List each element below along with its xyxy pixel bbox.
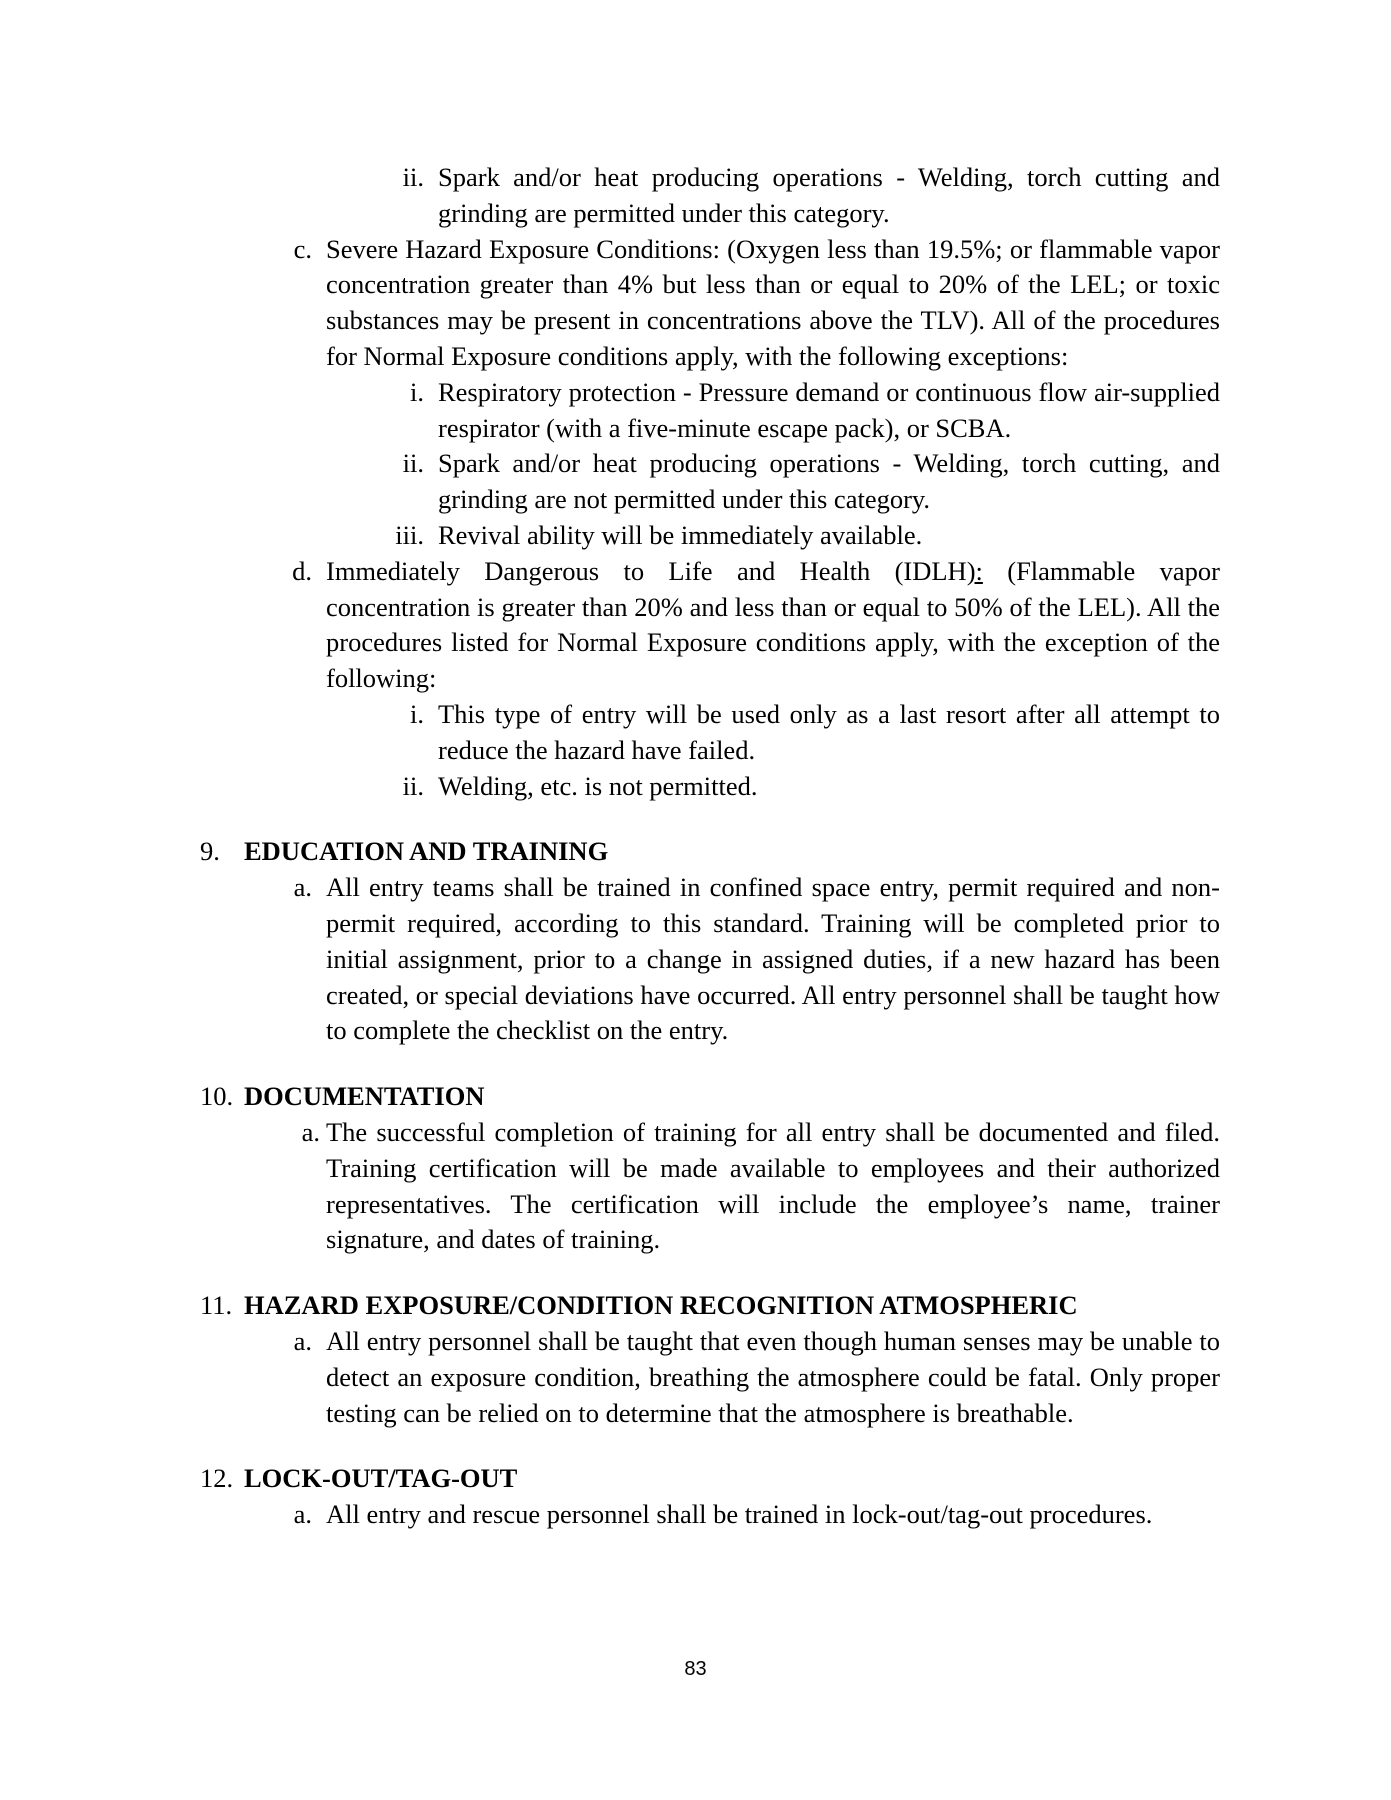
list-item — [366, 375, 1220, 447]
section-title: LOCK-OUT/TAG-OUT — [244, 1463, 518, 1494]
list-item — [278, 1324, 1220, 1431]
list-marker: i. — [410, 698, 424, 729]
list-item — [366, 697, 1220, 769]
list-marker: d. — [292, 555, 312, 586]
idlh-underlined-text: ): — [966, 555, 983, 586]
idlh-text-start: Immediately Dangerous to Life and Health (IDLH — [326, 555, 967, 586]
section-title: HAZARD EXPOSURE/CONDITION RECOGNITION ATMOSPHERIC — [244, 1290, 1078, 1321]
list-item — [278, 1115, 1220, 1258]
list-item-text: This type of entry will be used only as a last resort after all attempt to reduce the hazard have failed. — [438, 698, 1220, 765]
list-marker: ii. — [402, 448, 424, 479]
list-item-text: Spark and/or heat producing operations - Welding, torch cutting, and grinding are not permitted under this category. — [438, 448, 1220, 515]
list-marker: i. — [410, 376, 424, 407]
list-item-text: The successful completion of training for all entry shall be documented and filed. Training certification will be made available to employees and their authorized representatives. The certification will include the employee’s name, trainer signature, and dates of training. — [326, 1116, 1220, 1255]
section-heading-hazard-recognition — [200, 1288, 1220, 1324]
page-number: 83 — [684, 1658, 707, 1680]
list-item-text: All entry teams shall be trained in confined space entry, permit required and non-permit required, according to this standard. Training will be completed prior to initial assignment, prior to a change in assigned duties, if a new hazard has been created, or special deviations have occurred. All entry personnel shall be taught how to complete the checklist on the entry. — [326, 872, 1220, 1046]
list-marker: a. — [293, 872, 312, 903]
list-item-text: Severe Hazard Exposure Conditions: (Oxygen less than 19.5%; or flammable vapor concentration greater than 4% but less than or equal to 20% of the LEL; or toxic substances may be present in concentrations above the TLV). All of the procedures for Normal Exposure conditions apply, with the following exceptions: — [326, 233, 1220, 371]
list-item-text: Spark and/or heat producing operations - Welding, torch cutting and grinding are permitted under this category. — [438, 162, 1220, 228]
list-item-text: All entry personnel shall be taught that even though human senses may be unable to detect an exposure condition, breathing the atmosphere could be fatal. Only proper testing can be relied on to determine that the atmosphere is breathable. — [326, 1325, 1220, 1428]
list-item — [278, 1497, 1220, 1533]
list-item — [366, 446, 1220, 518]
list-item-text — [326, 554, 1220, 697]
section-number: 11. — [200, 1290, 233, 1321]
section-number: 9. — [200, 836, 220, 867]
list-item — [366, 518, 1220, 554]
list-item — [366, 160, 1220, 232]
idlh-text-rest: (Flammable vapor concentration is greater than 20% and less than or equal to 50% of the LEL). All the procedures listed for Normal Exposure conditions apply, with the exception of the following: — [326, 555, 1220, 694]
list-item-text: Revival ability will be immediately available. — [438, 519, 923, 550]
section-title: EDUCATION AND TRAINING — [244, 836, 609, 867]
list-item — [366, 769, 1220, 805]
list-item-text: All entry and rescue personnel shall be trained in lock-out/tag-out procedures. — [326, 1499, 1153, 1530]
list-marker: a. — [301, 1116, 320, 1147]
list-marker: c. — [293, 233, 312, 264]
section-number: 12. — [200, 1463, 234, 1494]
section-heading-education-training — [200, 834, 1220, 870]
list-item-text: Welding, etc. is not permitted. — [438, 770, 758, 801]
page-content — [200, 160, 1220, 1533]
section-title: DOCUMENTATION — [244, 1081, 485, 1112]
section-heading-documentation — [200, 1079, 1220, 1115]
section-number: 10. — [200, 1081, 234, 1112]
list-marker: a. — [293, 1499, 312, 1530]
list-item — [278, 232, 1220, 375]
section-heading-lockout-tagout — [200, 1461, 1220, 1497]
list-marker: ii. — [402, 770, 424, 801]
list-marker: iii. — [395, 519, 424, 550]
list-marker: ii. — [402, 162, 424, 192]
list-item — [278, 870, 1220, 1049]
list-marker: a. — [293, 1325, 312, 1356]
list-item-text: Respiratory protection - Pressure demand or continuous flow air-supplied respirator (with a five-minute escape pack), or SCBA. — [438, 376, 1220, 443]
list-item — [278, 554, 1220, 697]
